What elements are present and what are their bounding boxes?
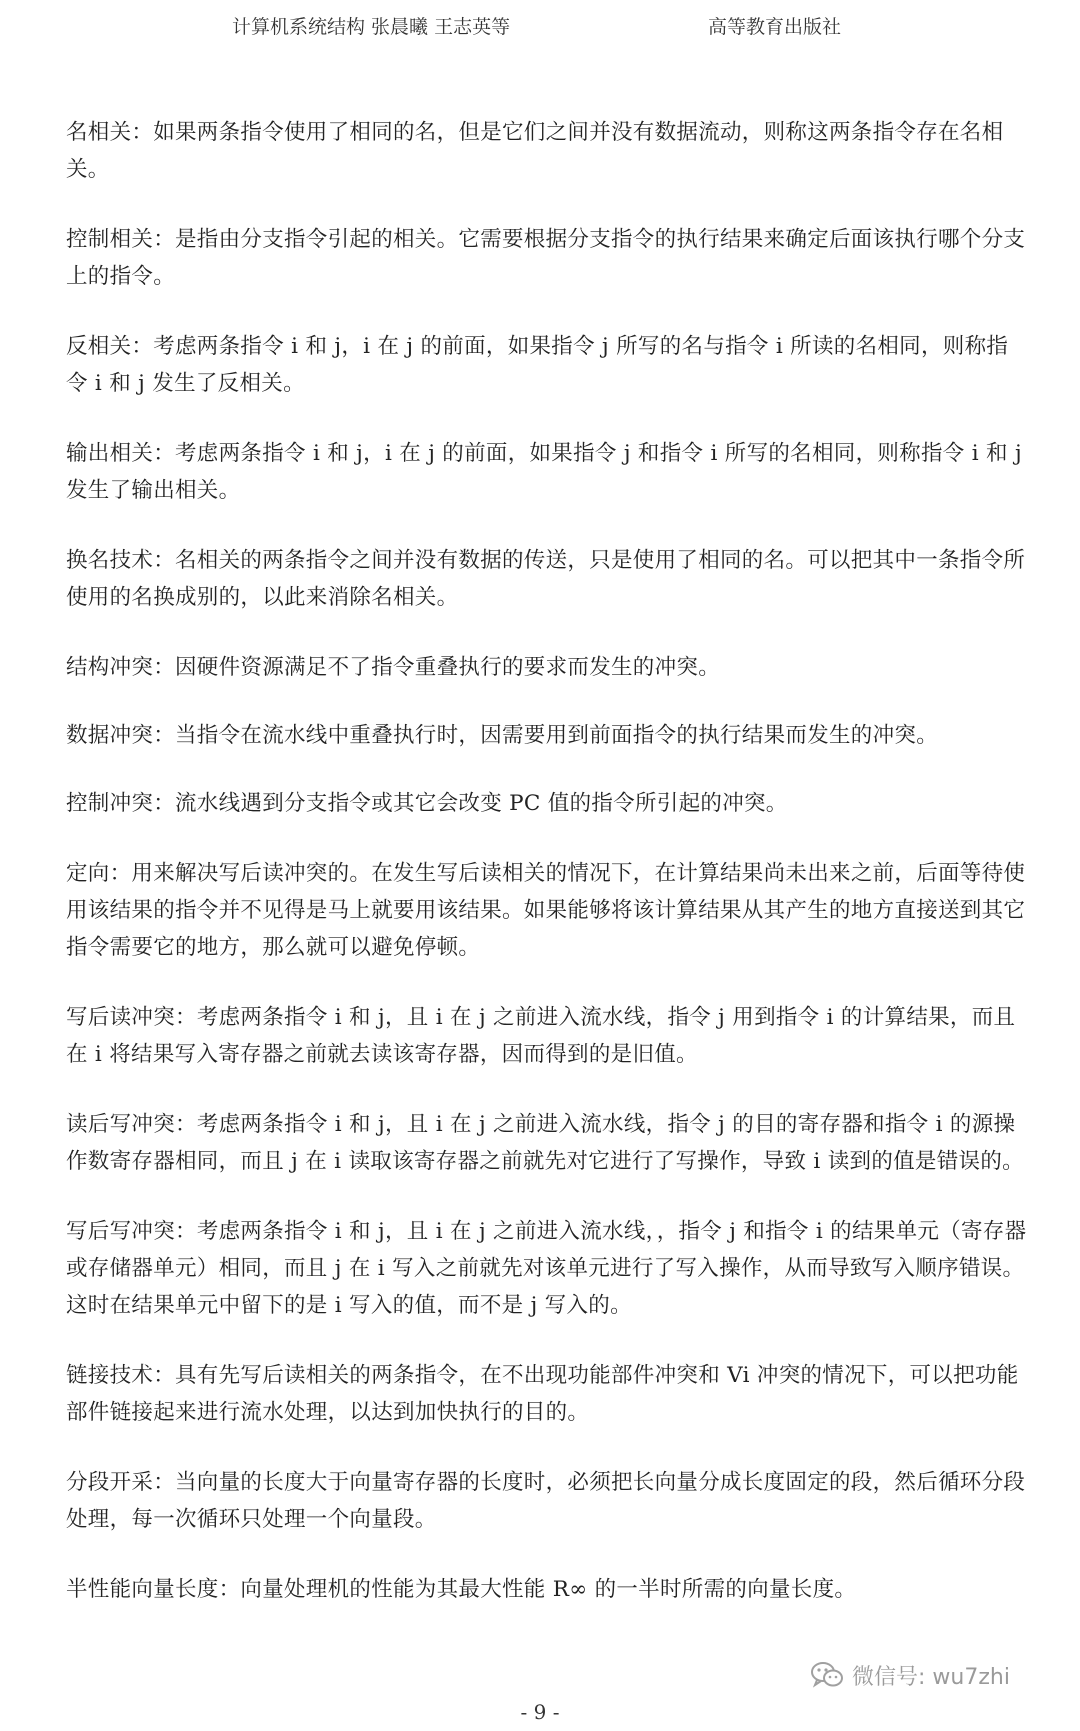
glossary-definition: ：当向量的长度大于向量寄存器的长度时，必须把长向量分成长度固定的段，然后循环分段处理，每一次循环只处理一个向量段。 — [66, 1470, 1026, 1532]
glossary-entry — [66, 435, 1028, 509]
glossary-definition: ：流水线遇到分支指令或其它会改变 PC 值的指令所引起的冲突。 — [153, 791, 788, 816]
glossary-entry — [66, 221, 1028, 295]
glossary-definition: ：是指由分支指令引起的相关。它需要根据分支指令的执行结果来确定后面该执行哪个分支上的指令。 — [66, 227, 1026, 289]
glossary-entry — [66, 1464, 1028, 1538]
glossary-definition: ：当指令在流水线中重叠执行时，因需要用到前面指令的执行结果而发生的冲突。 — [153, 723, 939, 748]
page-header — [0, 12, 1080, 42]
glossary-term: 反相关 — [66, 334, 132, 359]
glossary-term: 控制相关 — [66, 227, 154, 252]
glossary-term: 分段开采 — [66, 1470, 154, 1495]
glossary-definition: ：如果两条指令使用了相同的名，但是它们之间并没有数据流动，则称这两条指令存在名相关。 — [66, 120, 1004, 182]
glossary-entry — [66, 114, 1028, 188]
glossary-definition: ：考虑两条指令 i 和 j，且 i 在 j 之前进入流水线，指令 j 用到指令 i 的计算结果，而且在 i 将结果写入寄存器之前就去读该寄存器，因而得到的是旧值。 — [66, 1005, 1016, 1067]
watermark-text: 微信号: wu7zhi — [852, 1664, 1010, 1690]
glossary-term: 读后写冲突 — [66, 1112, 176, 1137]
glossary-entry — [66, 649, 1028, 686]
wechat-watermark — [810, 1657, 1010, 1693]
glossary-term: 换名技术 — [66, 548, 154, 573]
glossary-entry — [66, 542, 1028, 616]
glossary-term: 输出相关 — [66, 441, 154, 466]
glossary-definition: ：考虑两条指令 i 和 j，且 i 在 j 之前进入流水线，指令 j 的目的寄存器和指令 i 的源操作数寄存器相同，而且 j 在 i 读取该寄存器之前就先对它进行了写操作，导致 i 读到的值是错误的。 — [66, 1112, 1024, 1174]
glossary-entry — [66, 1213, 1028, 1324]
glossary-entry — [66, 717, 1028, 754]
glossary-term: 定向 — [66, 861, 110, 886]
glossary-term: 写后读冲突 — [66, 1005, 176, 1030]
wechat-icon — [810, 1660, 844, 1690]
glossary-definition: ：因硬件资源满足不了指令重叠执行的要求而发生的冲突。 — [153, 655, 721, 680]
glossary-entry — [66, 1106, 1028, 1180]
glossary-term: 名相关 — [66, 120, 132, 145]
glossary-definition: ：考虑两条指令 i 和 j，且 i 在 j 之前进入流水线，，指令 j 和指令 i 的结果单元（寄存器或存储器单元）相同，而且 j 在 i 写入之前就先对该单元进行了写入操作，从而导致写入顺序错误。这时在结果单元中留下的是 i 写入的值，而不是 j 写入的。 — [66, 1219, 1027, 1318]
glossary-entry — [66, 999, 1028, 1073]
glossary-entry — [66, 1357, 1028, 1431]
glossary-definition: ：考虑两条指令 i 和 j，i 在 j 的前面，如果指令 j 所写的名与指令 i 所读的名相同，则称指令 i 和 j 发生了反相关。 — [66, 334, 1009, 396]
glossary-definition: ：名相关的两条指令之间并没有数据的传送，只是使用了相同的名。可以把其中一条指令所使用的名换成别的，以此来消除名相关。 — [66, 548, 1026, 610]
glossary-term: 链接技术 — [66, 1363, 154, 1388]
glossary-content — [66, 114, 1028, 1608]
header-publisher: 高等教育出版社 — [708, 16, 842, 38]
glossary-definition: ：具有先写后读相关的两条指令，在不出现功能部件冲突和 Vi 冲突的情况下，可以把功能部件链接起来进行流水处理，以达到加快执行的目的。 — [66, 1363, 1019, 1425]
glossary-entry — [66, 785, 1028, 822]
glossary-entry — [66, 328, 1028, 402]
header-book-info: 计算机系统结构 张晨曦 王志英等 — [232, 16, 511, 38]
glossary-definition: ：考虑两条指令 i 和 j，i 在 j 的前面，如果指令 j 和指令 i 所写的名相同，则称指令 i 和 j 发生了输出相关。 — [66, 441, 1022, 503]
glossary-term: 数据冲突 — [66, 723, 154, 748]
glossary-term: 结构冲突 — [66, 655, 154, 680]
glossary-entry — [66, 855, 1028, 966]
page-number: - 9 - — [520, 1700, 560, 1724]
glossary-term: 控制冲突 — [66, 791, 154, 816]
glossary-definition: ：向量处理机的性能为其最大性能 R∞ 的一半时所需的向量长度。 — [218, 1577, 857, 1602]
glossary-definition: ：用来解决写后读冲突的。在发生写后读相关的情况下，在计算结果尚未出来之前，后面等待使用该结果的指令并不见得是马上就要用该结果。如果能够将该计算结果从其产生的地方直接送到其它指令需要它的地方，那么就可以避免停顿。 — [66, 861, 1026, 960]
glossary-term: 半性能向量长度 — [66, 1577, 219, 1602]
glossary-entry — [66, 1571, 1028, 1608]
glossary-term: 写后写冲突 — [66, 1219, 176, 1244]
